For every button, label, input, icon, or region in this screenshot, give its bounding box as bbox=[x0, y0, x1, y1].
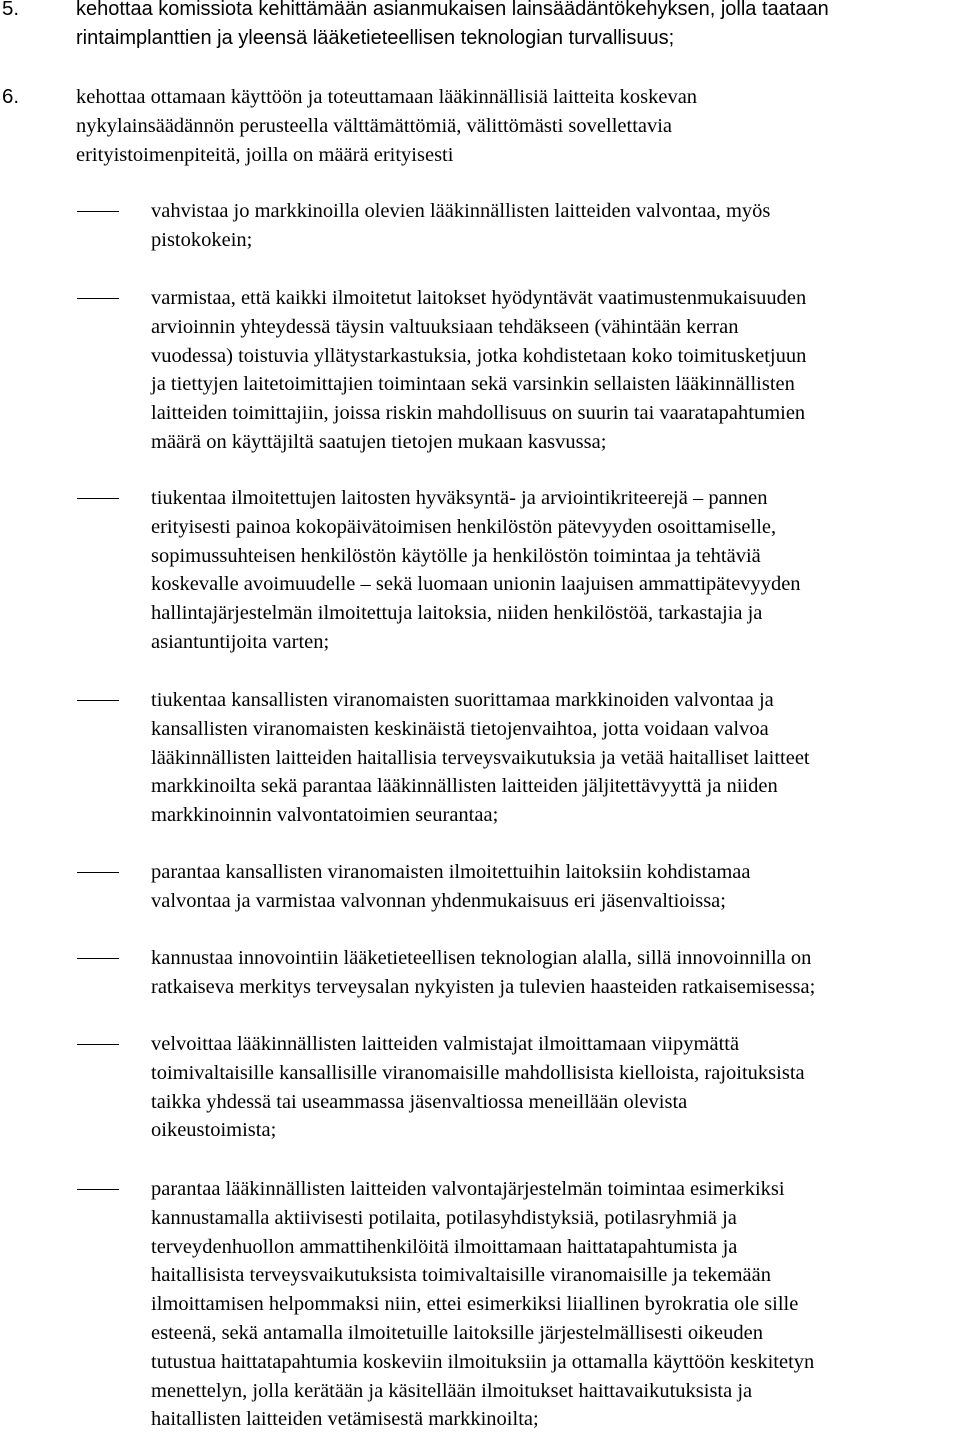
text-line: haitallisista terveysvaikutuksista toimivaltaisille viranomaisille ja tekemään bbox=[151, 1264, 771, 1287]
text-line: ratkaiseva merkitys terveysalan nykyisten ja tulevien haasteiden ratkaisemisessa; bbox=[151, 975, 816, 998]
text-line: oikeustoimista; bbox=[151, 1119, 277, 1142]
list-item-text bbox=[151, 944, 960, 1002]
text-line: markkinoinnin valvontatoimien seurantaa; bbox=[151, 804, 499, 827]
text-line: kehottaa komissiota kehittämään asianmukaisen lainsäädäntökehyksen, jolla taataan bbox=[76, 0, 829, 20]
text-line: tiukentaa kansallisten viranomaisten suorittamaa markkinoiden valvontaa ja bbox=[151, 689, 774, 711]
text-line: taikka yhdessä tai useammassa jäsenvaltiossa meneillään olevista bbox=[151, 1090, 688, 1113]
dash-bullet-icon bbox=[77, 872, 119, 873]
list-item-text bbox=[151, 858, 960, 916]
dash-bullet-icon bbox=[77, 1044, 119, 1045]
text-line: menettelyn, jolla kerätään ja käsitellään ilmoitukset haittavaikutuksista ja bbox=[151, 1379, 753, 1402]
text-line: kansallisten viranomaisten keskinäistä tietojenvaihtoa, jotta voidaan valvoa bbox=[151, 717, 769, 740]
list-item-text bbox=[151, 1030, 960, 1145]
text-line: velvoittaa lääkinnällisten laitteiden valmistajat ilmoittamaan viipymättä bbox=[151, 1033, 740, 1055]
list-item-text bbox=[151, 284, 960, 457]
text-line: arvioinnin yhteydessä täysin valtuuksiaan tehdäkseen (vähintään kerran bbox=[151, 315, 739, 338]
dash-bullet-icon bbox=[77, 700, 119, 701]
dash-bullet-icon bbox=[77, 958, 119, 959]
paragraph-number: 5. bbox=[2, 0, 20, 20]
text-line: haitallisten laitteiden vetämisestä markkinoilta; bbox=[151, 1408, 539, 1431]
text-line: ilmoittamisen helpommaksi niin, ettei esimerkiksi liiallinen byrokratia ole sille bbox=[151, 1293, 799, 1316]
text-line: vuodessa) toistuvia yllätystarkastuksia, jotka kohdistetaan koko toimitusketjuun bbox=[151, 344, 807, 367]
list-item-text bbox=[151, 686, 960, 830]
text-line: asiantuntijoita varten; bbox=[151, 630, 330, 653]
text-line: koskevalle avoimuudelle – sekä luomaan unionin laajuisen ammattipätevyyden bbox=[151, 573, 801, 596]
text-line: erityisesti painoa kokopäivätoimisen henkilöstön pätevyyden osoittamiselle, bbox=[151, 515, 777, 538]
text-line: markkinoilta sekä parantaa lääkinnällisten laitteiden jäljitettävyyttä ja niiden bbox=[151, 775, 778, 798]
text-line: kannustamalla aktiivisesti potilaita, potilasyhdistyksiä, potilasryhmiä ja bbox=[151, 1206, 737, 1229]
list-item-text bbox=[151, 197, 960, 255]
text-line: erityistoimenpiteitä, joilla on määrä erityisesti bbox=[76, 143, 454, 166]
text-line: toimivaltaisille kansallisille viranomaisille mahdollisista kielloista, rajoituksista bbox=[151, 1061, 805, 1084]
dash-bullet-icon bbox=[77, 498, 119, 499]
list-item-text bbox=[151, 1175, 960, 1434]
text-line: vahvistaa jo markkinoilla olevien lääkinnällisten laitteiden valvontaa, myös bbox=[151, 200, 771, 222]
text-line: tutustua haittatapahtumia koskeviin ilmoituksiin ja ottamalla käyttöön keskitetyn bbox=[151, 1350, 815, 1373]
text-line: sopimussuhteisen henkilöstön käytölle ja henkilöstön toimintaa ja tehtäviä bbox=[151, 544, 761, 567]
text-line: rintaimplanttien ja yleensä lääketieteellisen teknologian turvallisuus; bbox=[76, 26, 675, 49]
text-line: kannustaa innovointiin lääketieteellisen teknologian alalla, sillä innovoinnilla on bbox=[151, 947, 812, 969]
paragraph-text bbox=[76, 83, 960, 169]
paragraph-number: 6. bbox=[2, 85, 20, 108]
list-item-text bbox=[151, 484, 960, 657]
text-line: pistokokein; bbox=[151, 228, 253, 251]
dash-bullet-icon bbox=[77, 1189, 119, 1190]
text-line: kehottaa ottamaan käyttöön ja toteuttamaan lääkinnällisiä laitteita koskevan bbox=[76, 86, 698, 108]
text-line: parantaa lääkinnällisten laitteiden valvontajärjestelmän toimintaa esimerkiksi bbox=[151, 1178, 785, 1200]
text-line: parantaa kansallisten viranomaisten ilmoitettuihin laitoksiin kohdistamaa bbox=[151, 861, 751, 883]
text-line: varmistaa, että kaikki ilmoitetut laitokset hyödyntävät vaatimustenmukaisuuden bbox=[151, 287, 807, 309]
text-line: laitteiden toimittajiin, joissa riskin mahdollisuus on suurin tai vaaratapahtumien bbox=[151, 402, 806, 425]
text-line: esteenä, sekä antamalla ilmoitetuille laitoksille järjestelmällisesti oikeuden bbox=[151, 1321, 763, 1344]
text-line: määrä on käyttäjiltä saatujen tietojen mukaan kasvussa; bbox=[151, 430, 607, 453]
paragraph-text bbox=[76, 0, 960, 53]
text-line: lääkinnällisten laitteiden haitallisia terveysvaikutuksia ja vetää haitalliset laitteet bbox=[151, 746, 810, 769]
dash-bullet-icon bbox=[77, 211, 119, 212]
text-line: valvontaa ja varmistaa valvonnan yhdenmukaisuus eri jäsenvaltioissa; bbox=[151, 889, 726, 912]
text-line: nykylainsäädännön perusteella välttämättömiä, välittömästi sovellettavia bbox=[76, 114, 673, 137]
dash-bullet-icon bbox=[77, 298, 119, 299]
text-line: ja tiettyjen laitetoimittajien toimintaan sekä varsinkin sellaisten lääkinnällisten bbox=[151, 373, 795, 396]
text-line: hallintajärjestelmän ilmoitettuja laitoksia, niiden henkilöstöä, tarkastajia ja bbox=[151, 602, 763, 625]
text-line: terveydenhuollon ammattihenkilöitä ilmoittamaan haittatapahtumista ja bbox=[151, 1235, 738, 1258]
text-line: tiukentaa ilmoitettujen laitosten hyväksyntä- ja arviointikriteerejä – pannen bbox=[151, 487, 768, 509]
